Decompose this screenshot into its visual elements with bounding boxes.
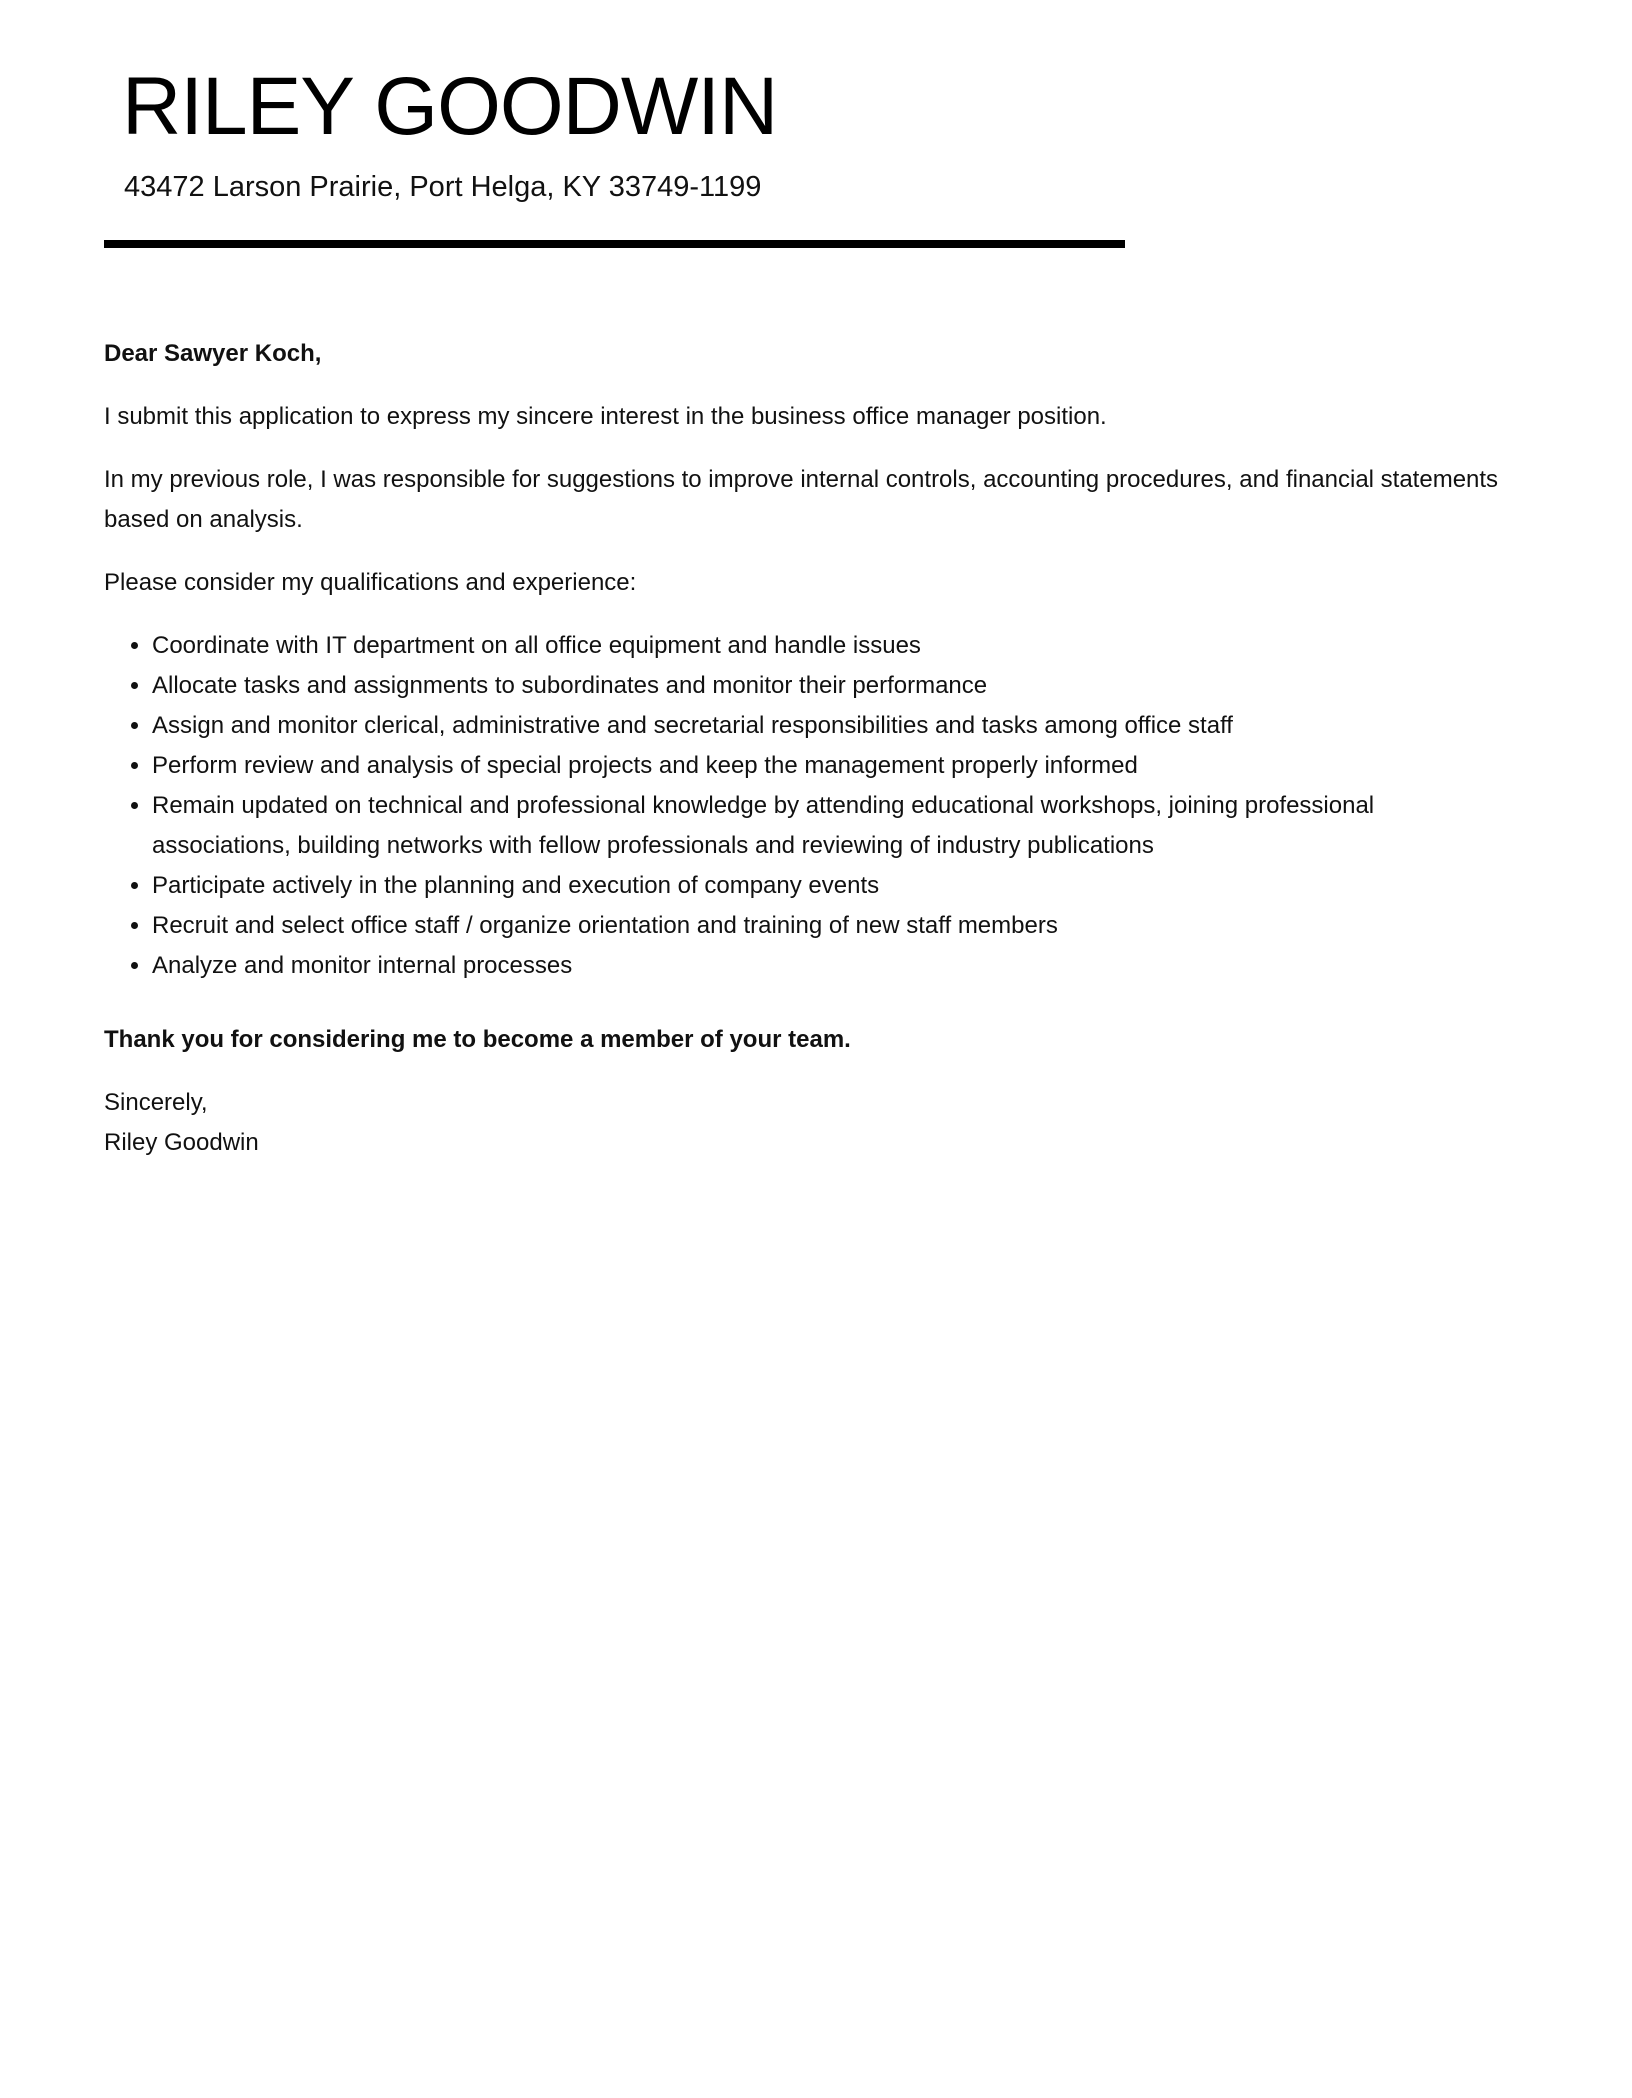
signature-block	[104, 1083, 1504, 1163]
applicant-address: 43472 Larson Prairie, Port Helga, KY 33749-1199	[124, 171, 762, 203]
applicant-name: RILEY GOODWIN	[122, 61, 778, 152]
header-divider	[104, 240, 1125, 248]
list-item: • Analyze and monitor internal processes	[152, 946, 1504, 986]
signature-name: Riley Goodwin	[104, 1129, 259, 1156]
list-item: • Participate actively in the planning and execution of company events	[152, 866, 1504, 906]
signoff: Sincerely,	[104, 1089, 208, 1116]
intro-paragraph: I submit this application to express my sincere interest in the business office manager position.	[104, 403, 1107, 430]
list-item: • Coordinate with IT department on all office equipment and handle issues	[152, 626, 1504, 666]
list-item: • Perform review and analysis of special projects and keep the management properly informed	[152, 746, 1504, 786]
qualifications-list	[104, 626, 1504, 986]
qualifications-intro: Please consider my qualifications and experience:	[104, 569, 637, 596]
list-item: • Assign and monitor clerical, administrative and secretarial responsibilities and tasks among office staff	[152, 706, 1504, 746]
list-item: • Allocate tasks and assignments to subordinates and monitor their performance	[152, 666, 1504, 706]
salutation: Dear Sawyer Koch,	[104, 340, 322, 367]
closing-line: Thank you for considering me to become a member of your team.	[104, 1026, 851, 1053]
experience-paragraph: In my previous role, I was responsible for suggestions to improve internal controls, accounting procedures, and financial statements based on analysis.	[104, 466, 1499, 533]
list-item: • Remain updated on technical and professional knowledge by attending educational workshops, joining professional associations, building networks with fellow professionals and reviewing of industry publications	[152, 786, 1504, 866]
list-item: • Recruit and select office staff / organize orientation and training of new staff members	[152, 906, 1504, 946]
letter-body	[104, 334, 1504, 1163]
